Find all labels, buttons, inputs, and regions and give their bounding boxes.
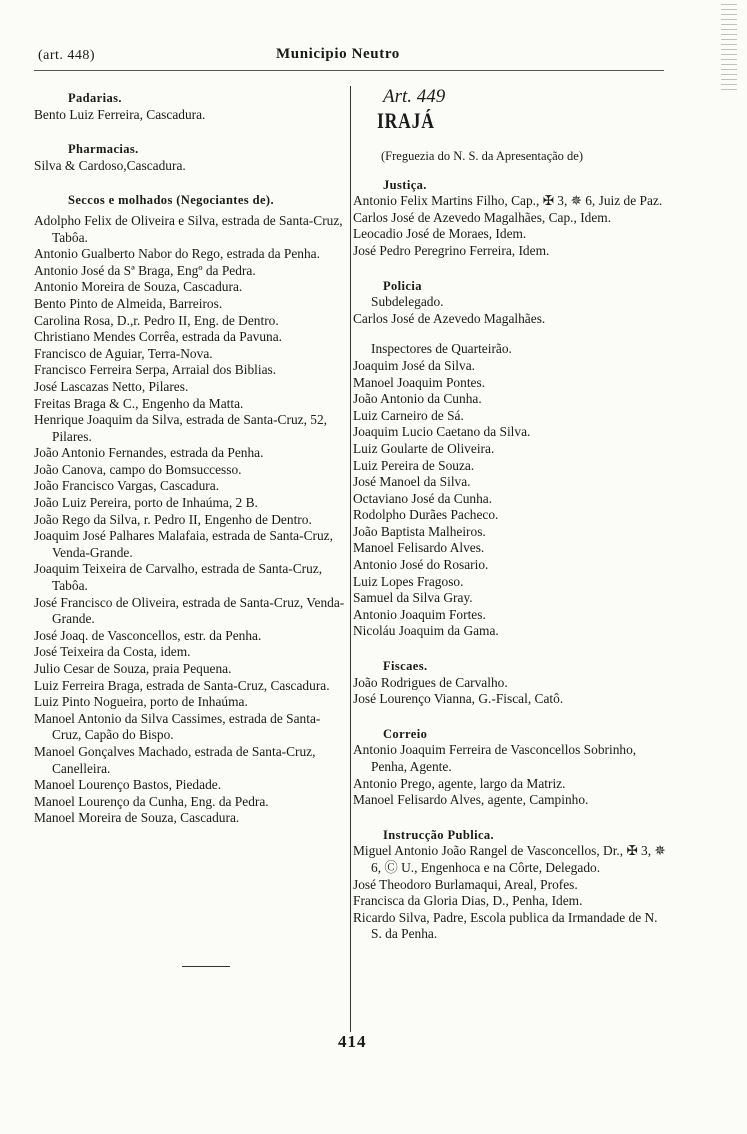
list-item: José Francisco de Oliveira, estrada de Santa-Cruz, Venda-Grande. [34, 594, 345, 627]
list-item: João Rego da Silva, r. Pedro II, Engenho de Dentro. [34, 511, 312, 527]
list-item: Antonio José do Rosario. [353, 557, 489, 573]
list-item: Antonio Joaquim Ferreira de Vasconcellos Sobrinho, Penha, Agente. [353, 742, 637, 774]
right-column [353, 88, 670, 943]
list-item: Manoel Lourenço da Cunha, Eng. da Pedra. [34, 793, 269, 809]
section-heading: Pharmacias. [68, 142, 139, 157]
section-heading: Padarias. [68, 91, 122, 105]
list-item: Carlos José de Azevedo Magalhães. [353, 310, 546, 326]
list-item: Francisca da Gloria Dias, D., Penha, Idem. [353, 893, 583, 909]
list-item: Luiz Carneiro de Sá. [353, 407, 464, 423]
list-item: Manoel Gonçalves Machado, estrada de Santa-Cruz, Canelleira. [34, 743, 316, 776]
list-item: Manoel Moreira de Souza, Cascadura. [34, 810, 240, 826]
list-item: José Lascazas Netto, Pilares. [34, 378, 189, 394]
list-item: Manoel Felisardo Alves, agente, Campinho. [353, 792, 589, 808]
list-item: João Francisco Vargas, Cascadura. [34, 478, 220, 494]
list-item: Luiz Pinto Nogueira, porto de Inhaúma. [34, 694, 248, 710]
list-item: João Antonio Fernandes, estrada da Penha. [34, 445, 264, 461]
list-item: José Manoel da Silva. [353, 474, 471, 490]
section-heading: Justiça. [383, 177, 427, 192]
section-heading: Correio [383, 726, 428, 741]
list-item: João Baptista Malheiros. [353, 523, 486, 539]
list-item: Carolina Rosa, D.,r. Pedro II, Eng. de Dentro. [34, 312, 279, 328]
list-item: José Joaq. de Vasconcellos, estr. da Penha. [34, 627, 262, 643]
list-item: Manoel Lourenço Bastos, Piedade. [34, 777, 222, 793]
list-item: Henrique Joaquim da Silva, estrada de Santa-Cruz, 52, Pilares. [34, 412, 328, 444]
subsection-heading: Subdelegado. [371, 294, 444, 310]
article-number: Art. 449 [383, 86, 446, 107]
list-item: José Theodoro Burlamaqui, Areal, Profes. [353, 876, 578, 892]
list-item: Miguel Antonio João Rangel de Vasconcellos, Dr., ✠ 3, ✵ 6, Ⓒ U., Engenhoca e na Côrte, Delegado. [353, 843, 666, 875]
list-item: João Luiz Pereira, porto de Inhaúma, 2 B. [34, 495, 258, 511]
list-item: Julio Cesar de Souza, praia Pequena. [34, 661, 232, 676]
list-item: Joaquim José da Silva. [353, 357, 475, 373]
list-item: Manoel Antonio da Silva Cassimes, estrada de Santa-Cruz, Capão do Bispo. [34, 710, 321, 743]
left-column [34, 90, 347, 827]
list-item: Nicoláu Joaquim da Gama. [353, 623, 499, 639]
header-article-ref: (art. 448) [38, 48, 96, 63]
list-item: Luiz Lopes Fragoso. [353, 573, 464, 589]
list-item: Antonio Prego, agente, largo da Matriz. [353, 775, 566, 791]
list-item: Manoel Felisardo Alves. [353, 540, 485, 556]
parish-subtitle: (Freguezia do N. S. da Apresentação de) [381, 149, 584, 163]
list-item: Samuel da Silva Gray. [353, 590, 473, 606]
column-end-rule [182, 966, 230, 967]
subsection-heading: Inspectores de Quarteirão. [371, 341, 512, 357]
section-heading: Policia [383, 278, 422, 293]
list-item: Luiz Ferreira Braga, estrada de Santa-Cruz, Cascadura. [34, 677, 330, 693]
list-item: Ricardo Silva, Padre, Escola publica da Irmandade de N. S. da Penha. [353, 909, 658, 942]
list-item: Rodolpho Durães Pacheco. [353, 507, 499, 523]
list-item: João Canova, campo do Bomsuccesso. [34, 461, 242, 477]
header-title: Municipio Neutro [276, 46, 400, 62]
list-item: Antonio Felix Martins Filho, Cap., ✠ 3, ✵ 6, Juiz de Paz. [353, 193, 663, 209]
list-item: Carlos José de Azevedo Magalhães, Cap., Idem. [353, 209, 612, 225]
list-item: Christiano Mendes Corrêa, estrada da Pavuna. [34, 329, 283, 345]
list-item: Adolpho Felix de Oliveira e Silva, estrada de Santa-Cruz, Tabôa. [34, 212, 343, 245]
page-number: 414 [338, 1032, 367, 1051]
list-item: Bento Luiz Ferreira, Cascadura. [34, 106, 206, 122]
list-item: Joaquim Teixeira de Carvalho, estrada de Santa-Cruz, Tabôa. [34, 561, 323, 594]
list-item: Antonio Gualberto Nabor do Rego, estrada da Penha. [34, 246, 320, 262]
list-item: Francisco de Aguiar, Terra-Nova. [34, 345, 213, 361]
list-item: Antonio Moreira de Souza, Cascadura. [34, 279, 243, 295]
list-item: Joaquim José Palhares Malafaia, estrada de Santa-Cruz, Venda-Grande. [34, 528, 333, 560]
list-item: José Teixeira da Costa, idem. [34, 644, 191, 660]
list-item: Freitas Braga & C., Engenho da Matta. [34, 395, 244, 411]
list-item: José Pedro Peregrino Ferreira, Idem. [353, 242, 550, 258]
list-item: Joaquim Lucio Caetano da Silva. [353, 424, 531, 440]
list-item: José Lourenço Vianna, G.-Fiscal, Catô. [353, 691, 564, 707]
list-item: Manoel Joaquim Pontes. [353, 374, 486, 390]
list-item: Octaviano José da Cunha. [353, 490, 493, 506]
section-heading: Instrucção Publica. [383, 827, 495, 842]
section-heading: Seccos e molhados (Negociantes de). [68, 193, 274, 208]
list-item: João Rodrigues de Carvalho. [353, 674, 508, 690]
list-item: Luiz Pereira de Souza. [353, 457, 475, 473]
list-item: Leocadio José de Moraes, Idem. [353, 226, 527, 242]
list-item: Bento Pinto de Almeida, Barreiros. [34, 295, 223, 311]
page-edge-speckle [721, 4, 737, 90]
column-divider [350, 86, 351, 1032]
place-title: IRAJÁ [377, 108, 435, 133]
list-item: Antonio José da Sª Braga, Engº da Pedra. [34, 262, 256, 278]
list-item: Luiz Goularte de Oliveira. [353, 440, 495, 456]
header-rule [34, 70, 664, 71]
list-item: Silva & Cardoso,Cascadura. [34, 157, 186, 173]
list-item: Francisco Ferreira Serpa, Arraial dos Biblias. [34, 362, 277, 378]
list-item: Antonio Joaquim Fortes. [353, 606, 486, 622]
section-heading: Fiscaes. [383, 659, 428, 674]
list-item: João Antonio da Cunha. [353, 391, 482, 407]
